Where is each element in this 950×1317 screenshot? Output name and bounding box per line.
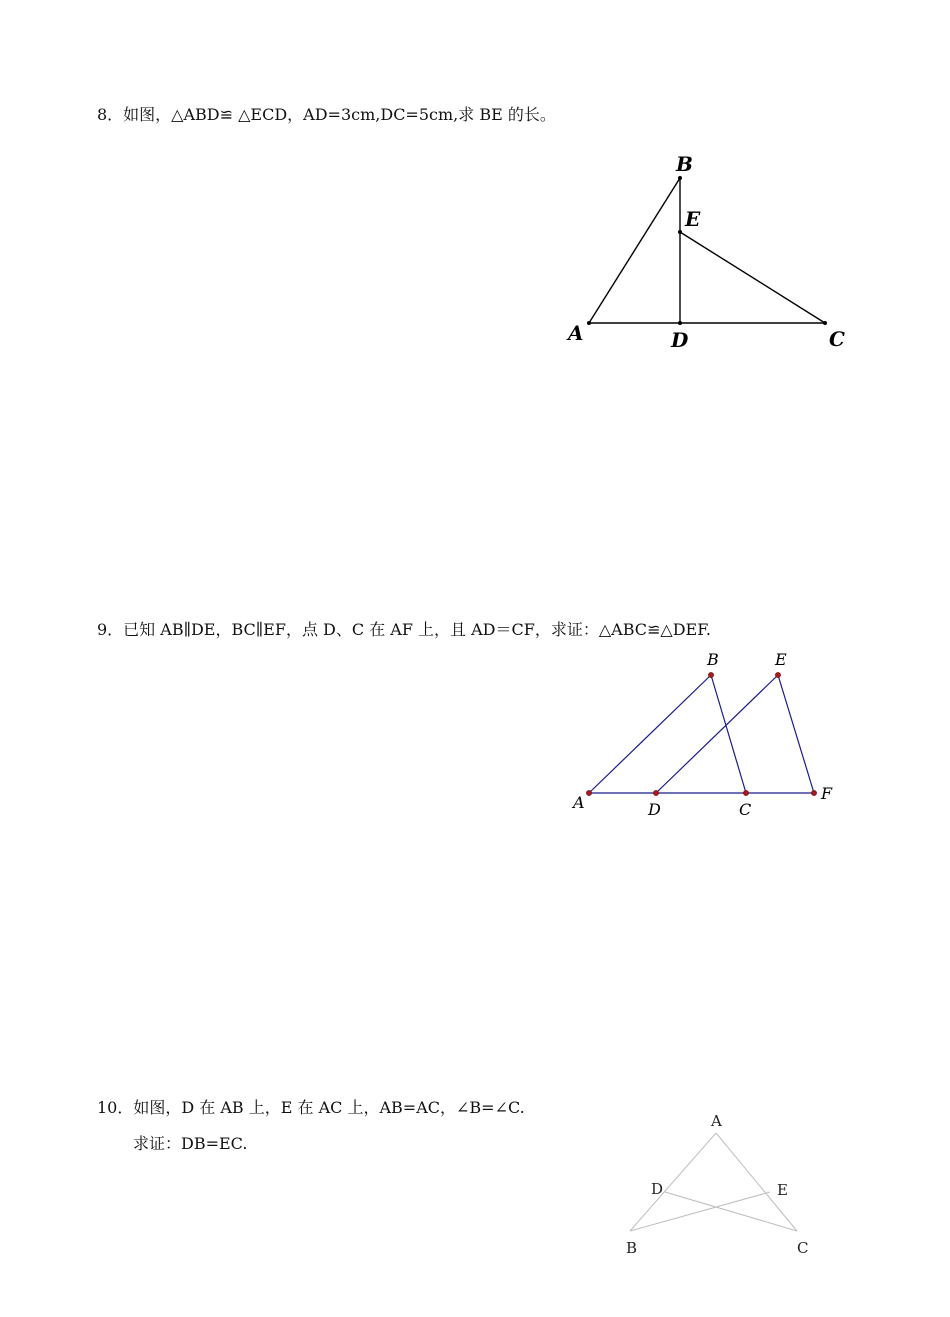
- label-e: E: [775, 650, 787, 669]
- label-a: A: [568, 321, 584, 345]
- label-e: E: [777, 1181, 788, 1199]
- label-d: D: [648, 800, 661, 819]
- label-d: D: [651, 1180, 664, 1198]
- problem-8-text: 8．如图，△ABD≌ △ECD，AD=3cm,DC=5cm,求 BE 的长。: [97, 105, 556, 124]
- label-c: C: [829, 327, 845, 351]
- label-a: A: [573, 793, 585, 812]
- label-b: B: [626, 1239, 638, 1257]
- label-d: D: [671, 328, 689, 352]
- problem-10-text: 10．如图，D 在 AB 上，E 在 AC 上，AB=AC，∠B=∠C.: [97, 1098, 525, 1117]
- label-f: F: [821, 784, 833, 803]
- label-a: A: [711, 1112, 722, 1130]
- label-b: B: [707, 650, 719, 669]
- label-c: C: [739, 800, 752, 819]
- segment-ab: [630, 1133, 716, 1231]
- label-e: E: [685, 207, 701, 231]
- label-b: B: [676, 152, 693, 176]
- problem-10-prove: 求证：DB=EC.: [133, 1134, 248, 1153]
- label-c: C: [797, 1239, 809, 1257]
- problem-9-text: 9．已知 AB∥DE，BC∥EF，点 D、C 在 AF 上，且 AD＝CF，求证：△ABC≌△DEF.: [97, 620, 711, 639]
